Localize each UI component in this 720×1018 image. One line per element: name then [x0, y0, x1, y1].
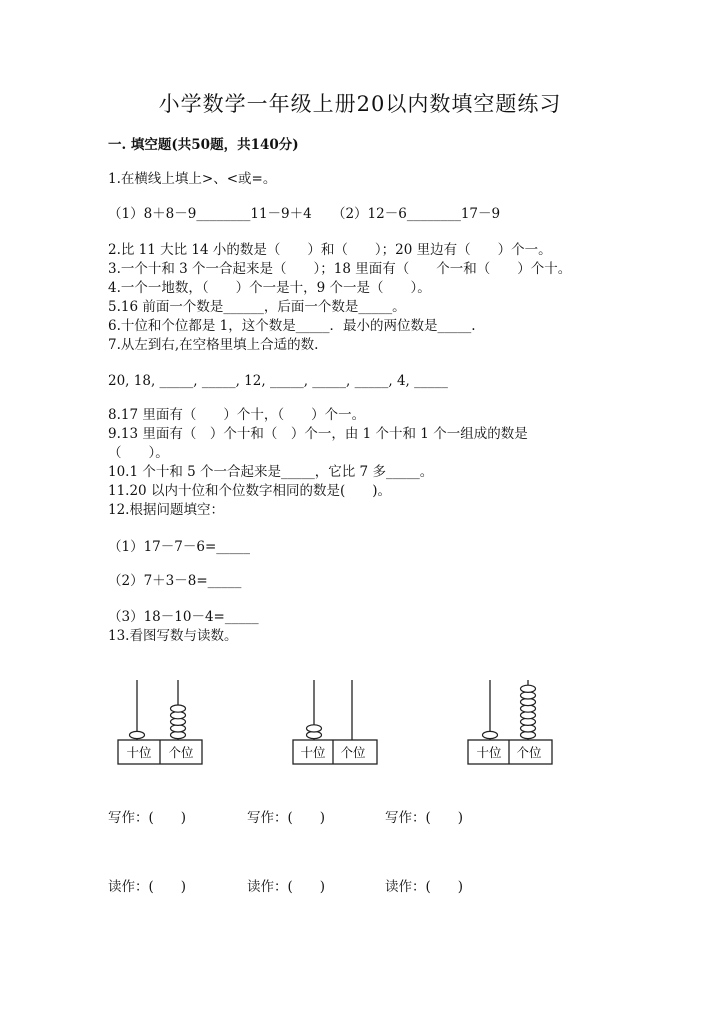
- question-12: 12.根据问题填空：: [108, 502, 224, 518]
- write-blank-1[interactable]: 写作：( ): [108, 810, 187, 826]
- question-4: 4.一个一地数，（ ）个一是十，9 个一是（ ）。: [108, 280, 431, 296]
- read-blank-1[interactable]: 读作：( ): [108, 879, 187, 895]
- question-9: 9.13 里面有（ ）个十和（ ）个一，由 1 个十和 1 个一组成的数是: [108, 426, 528, 442]
- abacus-tens-label: 十位: [300, 745, 326, 760]
- section-heading: 一. 填空题(共50题，共140分): [108, 137, 299, 153]
- question-12-part-1: （1）17－7－6=_____: [108, 539, 251, 555]
- read-blank-3[interactable]: 读作：( ): [385, 879, 464, 895]
- abacus-ones-label: 个位: [168, 745, 194, 760]
- bead-stack-tens: [483, 731, 498, 738]
- abacus-bead-tens: [483, 731, 498, 738]
- write-blank-3[interactable]: 写作：( ): [385, 810, 464, 826]
- abacus-bead-tens: [307, 725, 322, 732]
- abacus-bead-tens: [130, 731, 145, 738]
- abacus-ones-label: 个位: [340, 745, 366, 760]
- question-12-part-2: （2）7＋3－8=_____: [108, 573, 242, 589]
- abacus-bead-ones: [171, 705, 186, 712]
- abacus-bead-ones: [521, 685, 536, 692]
- question-7-sequence: 20, 18, _____, _____, 12, _____, _____, _____, 4, _____: [108, 373, 448, 389]
- question-2: 2.比 11 大比 14 小的数是（ ）和（ ）；20 里边有（ ）个一。: [108, 242, 552, 258]
- question-8: 8.17 里面有（ ）个十，（ ）个一。: [108, 407, 366, 423]
- abacus-3: [465, 676, 585, 776]
- question-10: 10.1 个十和 5 个一合起来是_____，它比 7 多_____。: [108, 464, 434, 480]
- question-7: 7.从左到右,在空格里填上合适的数.: [108, 337, 319, 353]
- question-1-items: （1）8＋8－9________11－9＋4 （2）12－6________17－9: [108, 206, 501, 222]
- question-12-part-3: （3）18－10－4=_____: [108, 609, 259, 625]
- write-blank-2[interactable]: 写作：( ): [247, 810, 326, 826]
- read-blank-2[interactable]: 读作：( ): [247, 879, 326, 895]
- question-1: 1.在横线上填上>、<或=。: [108, 171, 277, 187]
- abacus-1: [112, 676, 232, 776]
- question-9-continued: （ ）。: [108, 445, 169, 461]
- question-5: 5.16 前面一个数是______，后面一个数是_____。: [108, 299, 406, 315]
- abacus-ones-label: 个位: [516, 745, 542, 760]
- abacus-2: [290, 676, 410, 776]
- question-13: 13.看图写数与读数。: [108, 628, 238, 644]
- abacus-tens-label: 十位: [476, 745, 502, 760]
- question-6: 6.十位和个位都是 1，这个数是_____．最小的两位数是_____.: [108, 318, 476, 334]
- bead-stack-tens: [130, 731, 145, 738]
- question-11: 11.20 以内十位和个位数字相同的数是( )。: [108, 483, 391, 499]
- abacus-tens-label: 十位: [126, 745, 152, 760]
- bead-stack-ones: [521, 685, 536, 738]
- bead-stack-tens: [307, 725, 322, 739]
- page-title: 小学数学一年级上册20以内数填空题练习: [158, 92, 562, 116]
- bead-stack-ones: [171, 705, 186, 739]
- question-3: 3.一个十和 3 个一合起来是（ ）；18 里面有（ 个一和（ ）个十。: [108, 261, 572, 277]
